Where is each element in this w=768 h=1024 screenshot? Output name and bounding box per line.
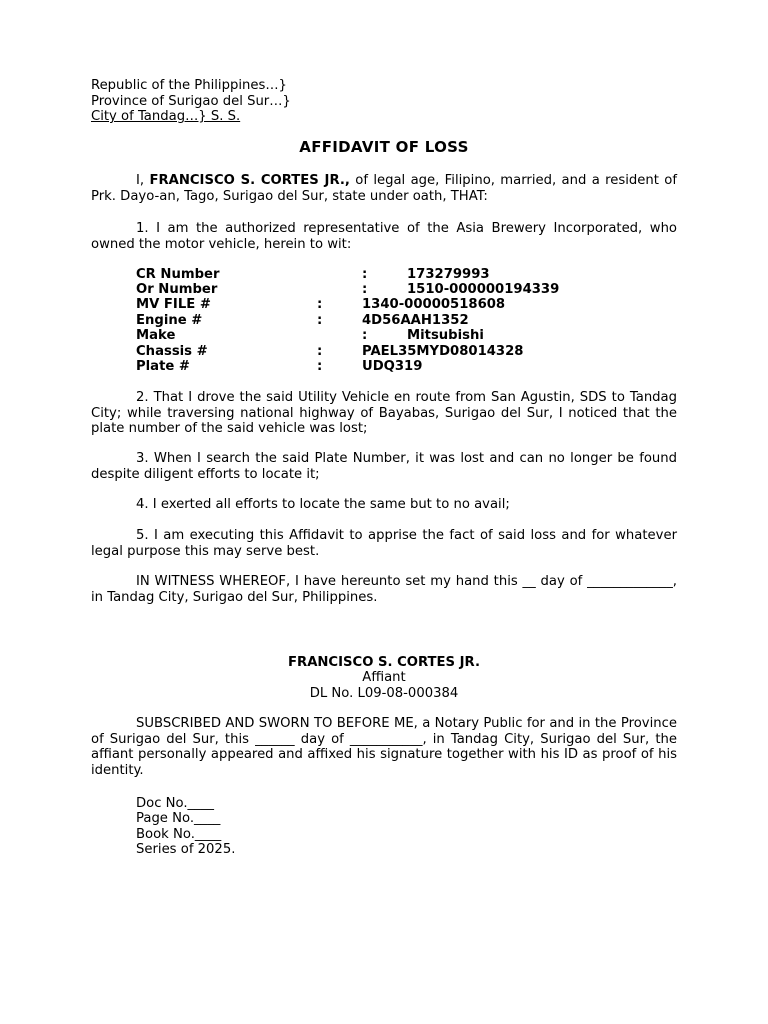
notary-doc-no: Doc No.____ <box>136 796 214 811</box>
vehicle-value: 4D56AAH1352 <box>362 313 469 328</box>
witness-paragraph: IN WITNESS WHEREOF, I have hereunto set my hand this __ day of _____________, in Tandag City, Surigao del Sur, Philippines. <box>91 574 677 605</box>
jurat-paragraph: SUBSCRIBED AND SWORN TO BEFORE ME, a Notary Public for and in the Province of Surigao del Sur, this ______ day of ___________, in Tandag City, Surigao del Sur, the affiant personally appeared and affixed his signature together with his ID as proof of his identity. <box>91 716 677 778</box>
vehicle-value: 1340-00000518608 <box>362 297 506 312</box>
vehicle-value: PAEL35MYD08014328 <box>362 344 524 359</box>
paragraph-2: 2. That I drove the said Utility Vehicle en route from San Agustin, SDS to Tandag City; while traversing national highway of Bayabas, Surigao del Sur, I noticed that the plate number of the said vehicle was lost; <box>91 390 677 436</box>
paragraph-4: 4. I exerted all efforts to locate the same but to no avail; <box>136 497 510 512</box>
venue-country: Republic of the Philippines…} <box>91 78 287 93</box>
venue-header <box>91 78 677 125</box>
venue-city: City of Tandag…} S. S. <box>91 109 241 124</box>
intro-rest: of legal age, Filipino, married, and a resident of Prk. Dayo-an, Tago, Surigao del Sur, state under oath, THAT: <box>91 173 678 204</box>
affiant-dl-number: DL No. L09-08-000384 <box>309 686 459 701</box>
vehicle-colon: : <box>317 313 323 328</box>
paragraph-5: 5. I am executing this Affidavit to apprise the fact of said loss and for whatever legal purpose this may serve best. <box>91 528 677 559</box>
vehicle-colon: : <box>317 297 323 312</box>
paragraph-1: 1. I am the authorized representative of the Asia Brewery Incorporated, who owned the motor vehicle, herein to wit: <box>91 221 677 252</box>
vehicle-colon: : <box>362 328 368 343</box>
vehicle-value: 1510-000000194339 <box>407 282 560 297</box>
vehicle-value: 173279993 <box>407 267 490 282</box>
vehicle-colon: : <box>362 267 368 282</box>
vehicle-value: Mitsubishi <box>407 328 484 343</box>
document-title: AFFIDAVIT OF LOSS <box>299 138 469 156</box>
affiant-signature-name: FRANCISCO S. CORTES JR. <box>288 655 480 670</box>
vehicle-label: Engine # <box>136 313 203 328</box>
vehicle-value: UDQ319 <box>362 359 423 374</box>
vehicle-label: Make <box>136 328 176 343</box>
notary-series: Series of 2025. <box>136 842 236 857</box>
venue-province: Province of Surigao del Sur…} <box>91 93 291 109</box>
vehicle-label: CR Number <box>136 267 220 282</box>
affiant-name-inline: FRANCISCO S. CORTES JR., <box>149 173 350 188</box>
paragraph-3: 3. When I search the said Plate Number, it was lost and can no longer be found despite diligent efforts to locate it; <box>91 451 677 482</box>
intro-paragraph <box>91 173 677 204</box>
vehicle-label: MV FILE # <box>136 297 211 312</box>
notary-book-no: Book No.____ <box>136 827 222 842</box>
notary-page-no: Page No.____ <box>136 811 221 826</box>
vehicle-colon: : <box>317 344 323 359</box>
vehicle-label: Or Number <box>136 282 218 297</box>
vehicle-colon: : <box>362 282 368 297</box>
intro-prefix: I, <box>136 173 150 188</box>
vehicle-label: Plate # <box>136 359 190 374</box>
vehicle-label: Chassis # <box>136 344 208 359</box>
vehicle-colon: : <box>317 359 323 374</box>
affiant-role: Affiant <box>362 670 406 685</box>
